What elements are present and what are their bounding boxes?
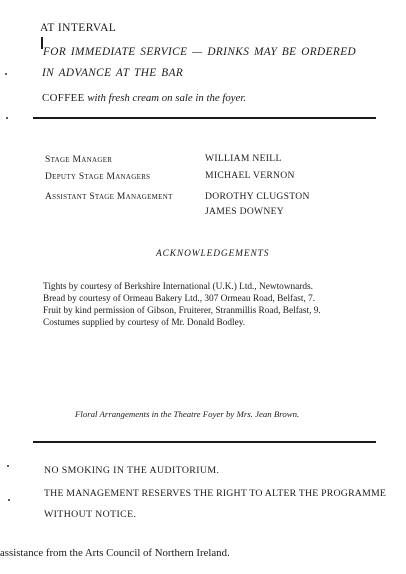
crew-role-stage-manager: Stage Manager: [45, 155, 113, 165]
ack-line: Fruit by kind permission of Gibson, Fruiterer, Stranmillis Road, Belfast, 9.: [43, 306, 321, 316]
margin-speck: [5, 73, 7, 75]
divider-bottom: [33, 441, 376, 443]
acknowledgements-title: ACKNOWLEDGEMENTS: [156, 249, 270, 259]
notice-management: THE MANAGEMENT RESERVES THE RIGHT TO ALTER THE PROGRAMME: [44, 488, 387, 499]
crew-name-deputy: MICHAEL VERNON: [205, 170, 295, 181]
coffee-description: with fresh cream on sale in the foyer.: [87, 92, 247, 104]
crew-role-assistant: Assistant Stage Management: [45, 192, 173, 202]
footer-arts-council: assistance from the Arts Council of Northern Ireland.: [0, 547, 230, 559]
ack-line: Tights by courtesy of Berkshire International (U.K.) Ltd., Newtownards.: [43, 282, 313, 292]
crew-role-deputy: Deputy Stage Managers: [45, 172, 151, 182]
margin-speck: [6, 117, 8, 119]
notice-without-notice: WITHOUT NOTICE.: [44, 509, 137, 520]
floral-credit: Floral Arrangements in the Theatre Foyer by Mrs. Jean Brown.: [75, 409, 300, 419]
interval-service-line: FOR IMMEDIATE SERVICE — DRINKS MAY BE ORDERED: [43, 46, 357, 58]
coffee-line: [42, 92, 246, 104]
crew-name-stage-manager: WILLIAM NEILL: [205, 153, 282, 164]
coffee-word: COFFEE: [42, 92, 85, 104]
margin-speck: [7, 465, 9, 467]
margin-speck: [8, 499, 10, 501]
crew-name-assistant-1: DOROTHY CLUGSTON: [205, 191, 310, 202]
divider-top: [33, 117, 376, 119]
crew-name-assistant-2: JAMES DOWNEY: [205, 206, 285, 217]
ack-line: Costumes supplied by courtesy of Mr. Donald Bodley.: [43, 318, 246, 328]
interval-advance-line: IN ADVANCE AT THE BAR: [42, 67, 184, 79]
interval-heading: AT INTERVAL: [40, 22, 117, 34]
ack-line: Bread by courtesy of Ormeau Bakery Ltd., 307 Ormeau Road, Belfast, 7.: [43, 294, 316, 304]
notice-no-smoking: NO SMOKING IN THE AUDITORIUM.: [44, 465, 220, 476]
